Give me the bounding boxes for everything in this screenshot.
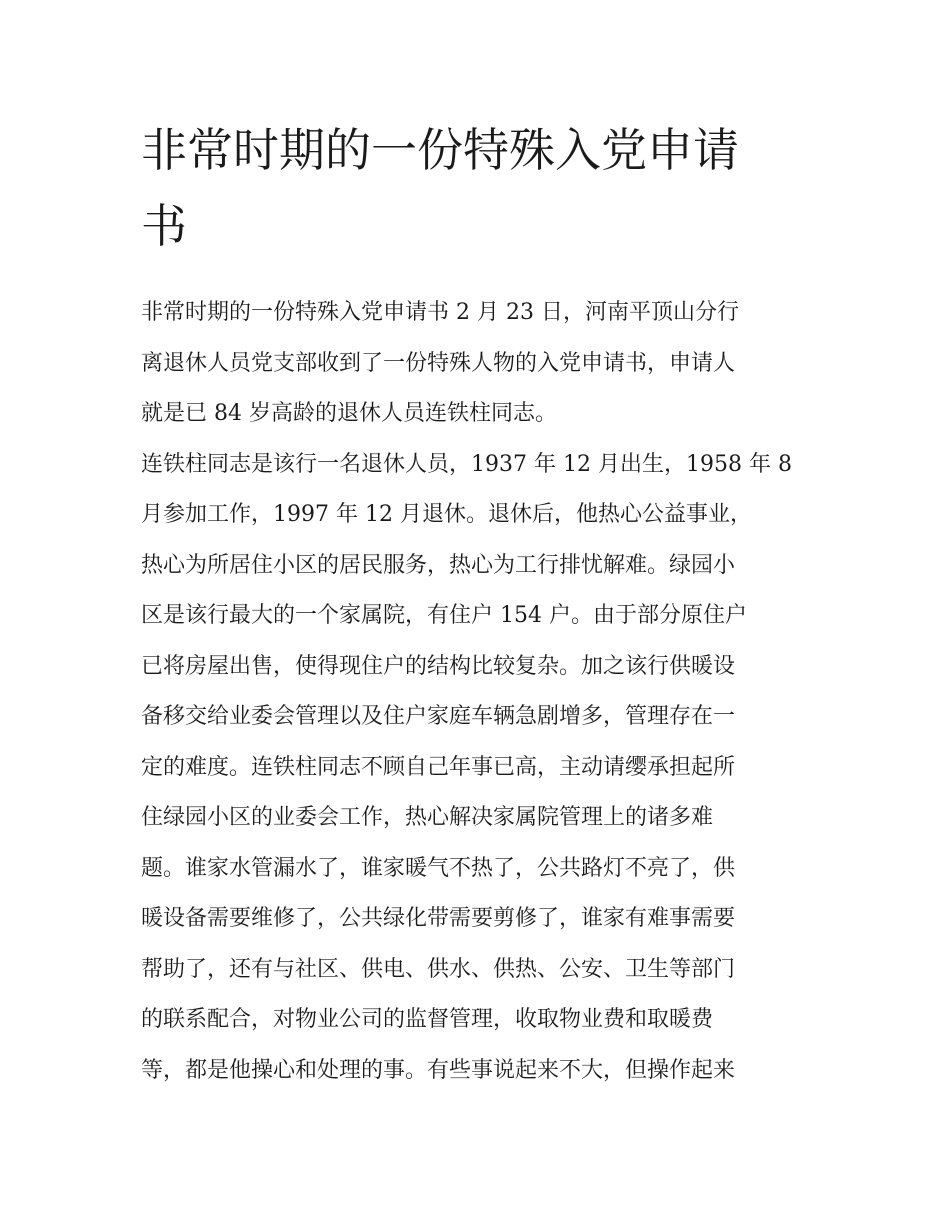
document-body [141, 288, 813, 1096]
body-line: 就是已 84 岁高龄的退休人员连铁柱同志。 [141, 401, 557, 426]
body-line: 区是该行最大的一个家属院，有住户 154 户。由于部分原住户 [141, 603, 747, 628]
title-line: 书 [141, 199, 187, 253]
body-line: 的联系配合，对物业公司的监督管理，收取物业费和取暖费 [141, 1007, 714, 1032]
body-line: 离退休人员党支部收到了一份特殊人物的入党申请书，申请人 [141, 350, 736, 376]
body-line: 题。谁家水管漏水了，谁家暖气不热了，公共路灯不亮了，供 [141, 855, 736, 881]
body-line: 已将房屋出售，使得现住户的结构比较复杂。加之该行供暖设 [141, 653, 736, 679]
body-line: 备移交给业委会管理以及住户家庭车辆急剧增多，管理存在一 [141, 704, 736, 729]
body-line: 非常时期的一份特殊入党申请书 2 月 23 日，河南平顶山分行 [141, 300, 739, 325]
body-line: 热心为所居住小区的居民服务，热心为工行排忧解难。绿园小 [141, 552, 736, 578]
document-title [141, 112, 813, 264]
document-page [141, 112, 813, 1096]
body-line: 月参加工作，1997 年 12 月退休。退休后，他热心公益事业， [141, 502, 752, 527]
body-line: 定的难度。连铁柱同志不顾自己年事已高，主动请缨承担起所 [141, 754, 736, 780]
body-line: 暖设备需要维修了，公共绿化带需要剪修了，谁家有难事需要 [141, 906, 736, 931]
body-line: 等，都是他操心和处理的事。有些事说起来不大，但操作起来 [141, 1057, 736, 1083]
body-line: 住绿园小区的业委会工作，热心解决家属院管理上的诸多难 [141, 805, 714, 830]
body-line: 连铁柱同志是该行一名退休人员，1937 年 12 月出生，1958 年 8 [141, 451, 792, 477]
title-line: 非常时期的一份特殊入党申请 [141, 123, 739, 177]
body-line: 帮助了，还有与社区、供电、供水、供热、公安、卫生等部门 [141, 956, 736, 982]
